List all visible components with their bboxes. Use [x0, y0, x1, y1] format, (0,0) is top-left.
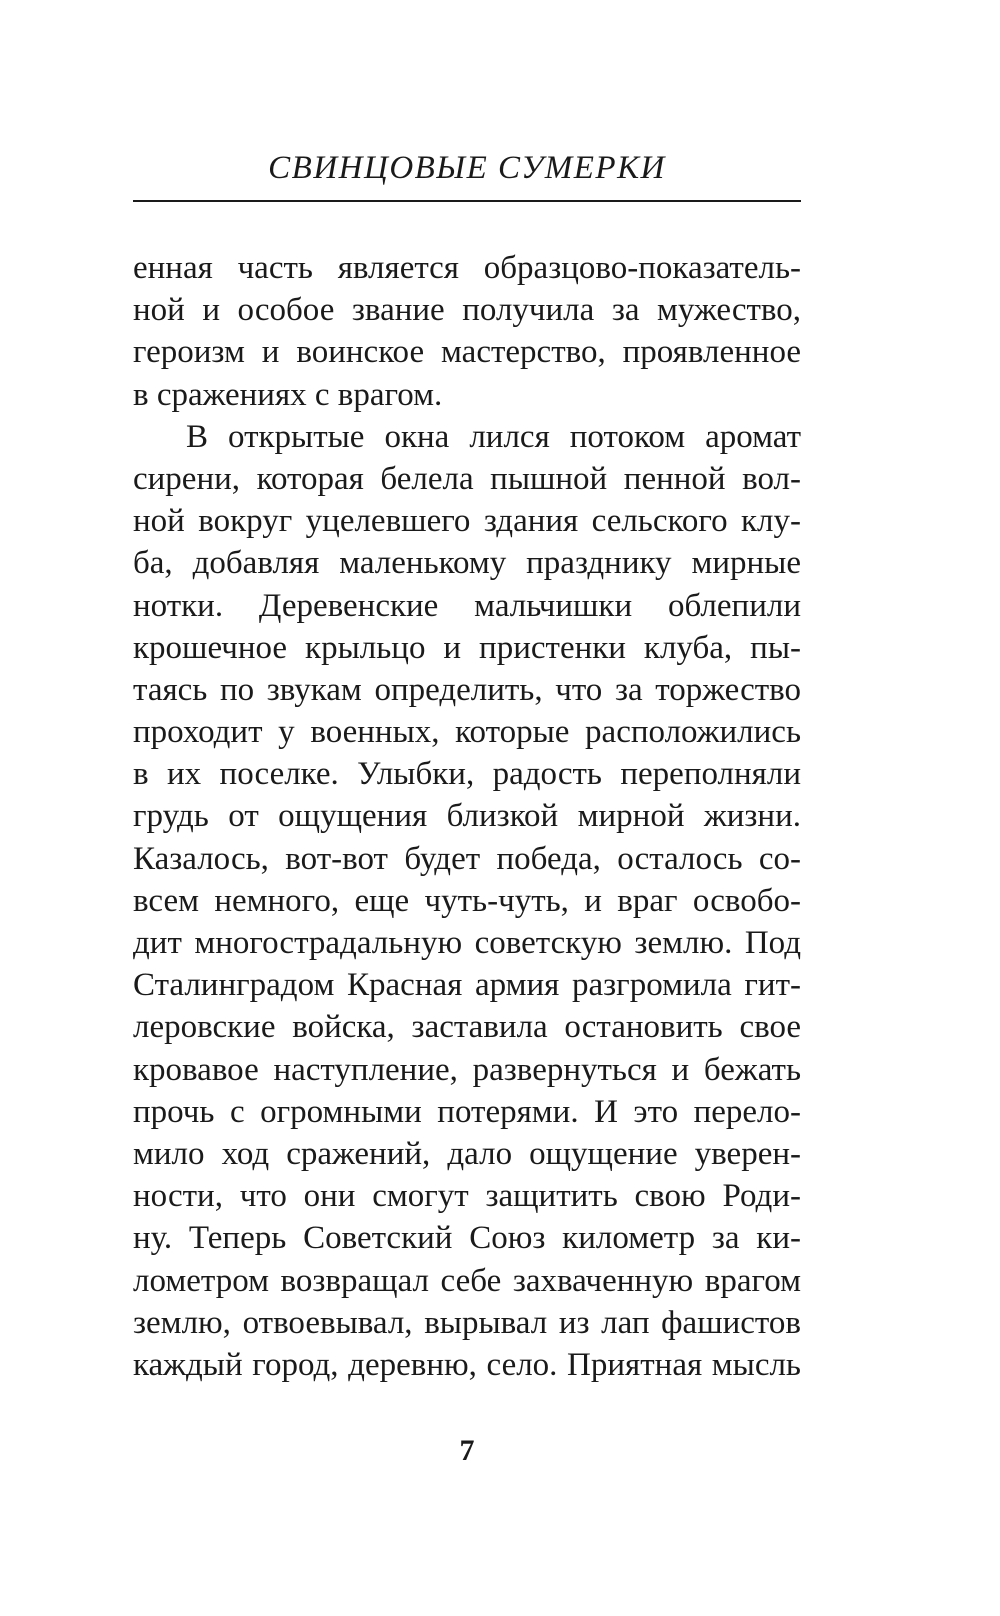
text-line: землю, отвоевывал, вырывал из лап фашистов	[133, 1304, 801, 1341]
text-line: Казалось, вот-вот будет победа, осталось со-	[133, 840, 801, 877]
text-line: ба, добавляя маленькому празднику мирные	[133, 545, 801, 582]
text-line: Сталинградом Красная армия разгромила гит-	[133, 967, 801, 1004]
body-text	[133, 247, 801, 1386]
header-rule	[133, 200, 801, 202]
text-line: сирени, которая белела пышной пенной вол-	[133, 460, 801, 497]
text-line: каждый город, деревню, село. Приятная мысль	[133, 1346, 801, 1383]
text-line: енная часть является образцово-показатель-	[133, 250, 801, 286]
text-line: ной и особое звание получила за мужество,	[133, 292, 801, 329]
page-number: 7	[459, 1434, 475, 1467]
text-line: В открытые окна лился потоком аромат	[186, 418, 801, 455]
text-line: в их поселке. Улыбки, радость переполняли	[133, 756, 801, 793]
text-line: леровские войска, заставила остановить свое	[133, 1009, 801, 1046]
text-line: нотки. Деревенские мальчишки облепили	[133, 587, 801, 624]
text-line: проходит у военных, которые расположились	[133, 714, 801, 751]
text-line: героизм и воинское мастерство, проявленное	[133, 334, 801, 371]
running-head: СВИНЦОВЫЕ СУМЕРКИ	[268, 150, 666, 186]
text-line: дит многострадальную советскую землю. Под	[133, 925, 801, 961]
text-line: лометром возвращал себе захваченную врагом	[133, 1262, 801, 1299]
text-line: крошечное крыльцо и пристенки клуба, пы-	[133, 629, 801, 666]
text-line: прочь с огромными потерями. И это перело-	[133, 1093, 801, 1130]
text-line: мило ход сражений, дало ощущение уверен-	[133, 1135, 801, 1172]
text-line: ну. Теперь Советский Союз километр за ки-	[133, 1220, 801, 1257]
text-line: в сражениях с врагом.	[133, 376, 443, 413]
text-line: грудь от ощущения близкой мирной жизни.	[133, 798, 801, 835]
text-line: ности, что они смогут защитить свою Роди-	[133, 1178, 801, 1215]
text-line: кровавое наступление, развернуться и бежать	[133, 1051, 801, 1088]
text-line: ной вокруг уцелевшего здания сельского клу-	[133, 503, 801, 540]
text-line: таясь по звукам определить, что за торжество	[133, 671, 801, 708]
text-line: всем немного, еще чуть-чуть, и враг освобо-	[133, 882, 801, 919]
